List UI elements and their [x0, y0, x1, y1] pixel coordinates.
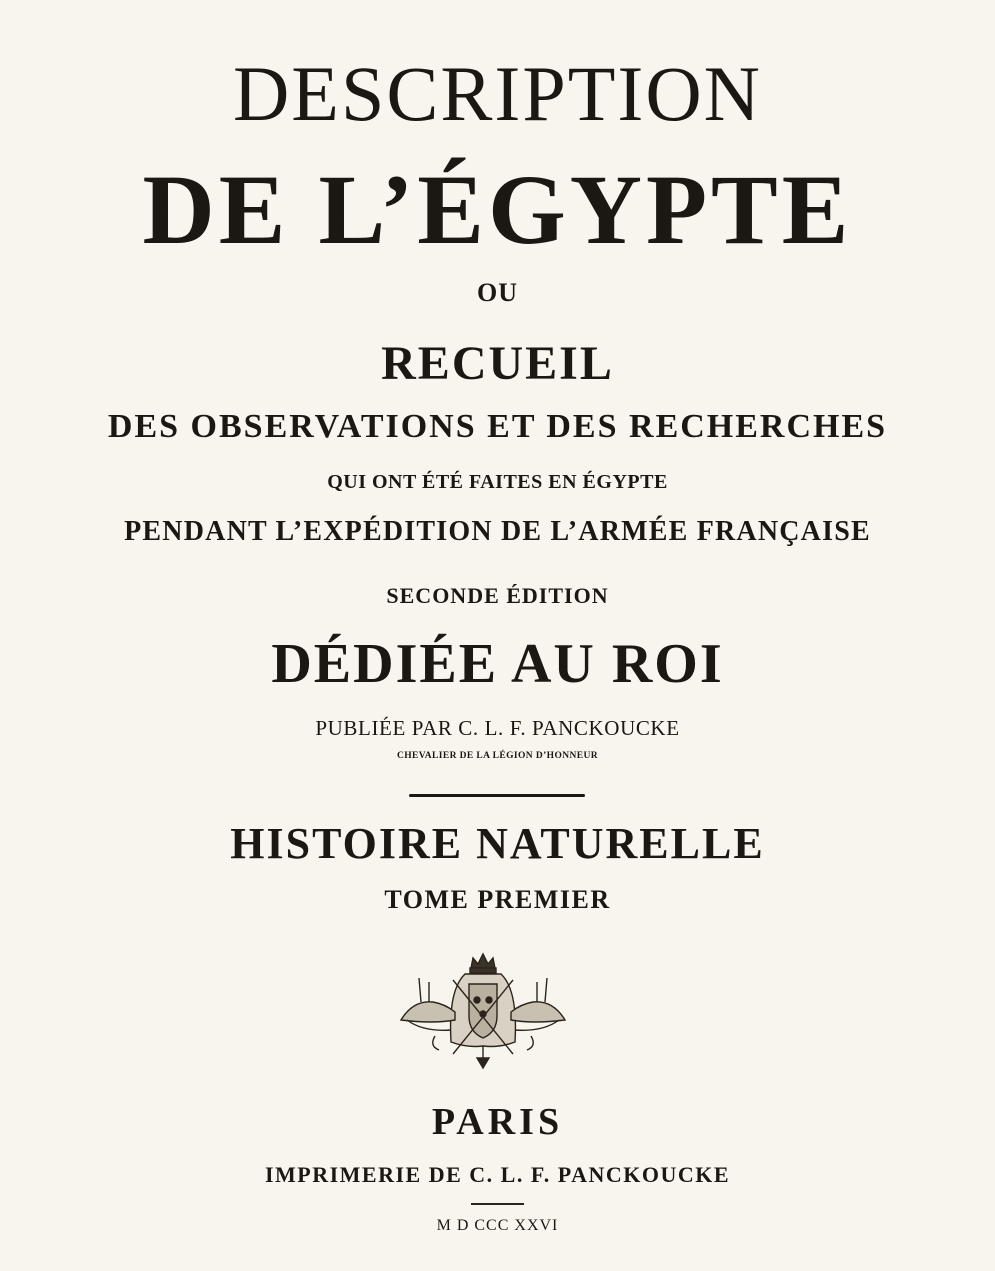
divider-rule: [409, 794, 585, 797]
imprint-rule: [471, 1203, 524, 1205]
imprint-printer: IMPRIMERIE DE C. L. F. PANCKOUCKE: [264, 1162, 731, 1187]
royal-arms-icon: [393, 950, 573, 1072]
subtitle-recueil: RECUEIL: [381, 337, 614, 390]
title-line-2: DE L’ÉGYPTE: [142, 154, 853, 265]
publisher-distinction: CHEVALIER DE LA LÉGION D’HONNEUR: [396, 751, 599, 761]
tome-label: TOME PREMIER: [384, 885, 611, 914]
subtitle-pendant: PENDANT L’EXPÉDITION DE L’ARMÉE FRANÇAISE: [124, 516, 871, 547]
edition-label: SECONDE ÉDITION: [386, 583, 609, 608]
section-title: HISTOIRE NATURELLE: [230, 819, 765, 868]
imprint-date: M D CCC XXVI: [436, 1217, 559, 1234]
imprint-city: PARIS: [431, 1101, 564, 1143]
title-line-1: DESCRIPTION: [232, 50, 763, 137]
subtitle-observations: DES OBSERVATIONS ET DES RECHERCHES: [107, 408, 888, 445]
connector-ou: OU: [477, 278, 518, 307]
dedication: DÉDIÉE AU ROI: [271, 633, 724, 695]
publisher-line: PUBLIÉE PAR C. L. F. PANCKOUCKE: [315, 716, 680, 740]
subtitle-qui-ont: QUI ONT ÉTÉ FAITES EN ÉGYPTE: [327, 471, 668, 493]
